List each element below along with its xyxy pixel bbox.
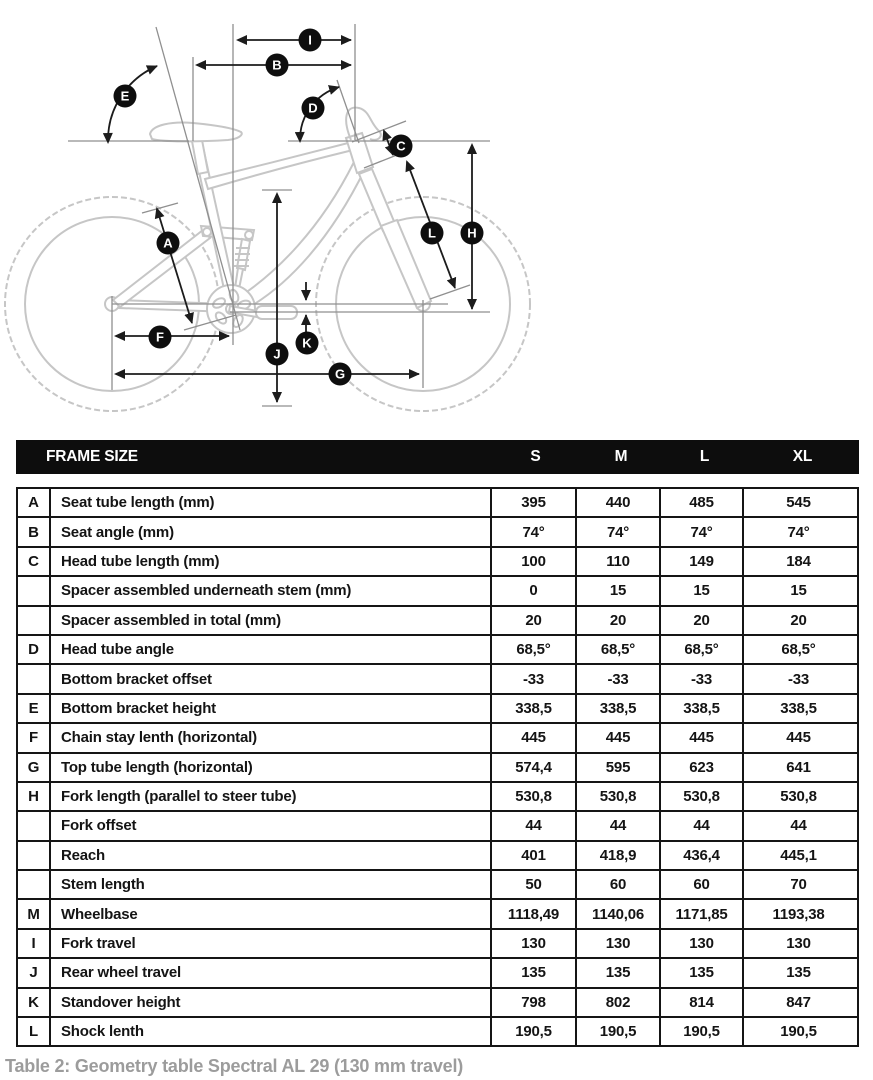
row-label: Top tube length (horizontal)	[51, 754, 492, 781]
row-label: Seat tube length (mm)	[51, 489, 492, 516]
row-value-s: 190,5	[492, 1018, 577, 1045]
row-letter: C	[18, 548, 51, 575]
row-value-s: 135	[492, 959, 577, 986]
frame	[194, 133, 373, 309]
row-value-l: -33	[661, 665, 744, 692]
row-value-m: 130	[577, 930, 661, 957]
table-row	[18, 548, 857, 577]
row-value-xl: 530,8	[780, 788, 817, 806]
row-letter: F	[18, 724, 51, 751]
row-value-s: 574,4	[492, 754, 577, 781]
dimension-marker-k: K	[296, 332, 319, 355]
dimension-marker-b: B	[266, 54, 289, 77]
row-letter	[18, 577, 51, 604]
row-letter: G	[18, 754, 51, 781]
table-row	[18, 842, 857, 871]
table-body	[16, 487, 859, 1047]
row-label: Seat angle (mm)	[51, 518, 492, 545]
row-value-m: 1140,06	[577, 900, 661, 927]
row-value-xl: 847	[786, 993, 811, 1011]
row-value-xl: 74°	[787, 523, 810, 541]
row-letter: A	[18, 489, 51, 516]
bike-diagram-svg	[0, 0, 873, 438]
row-value-xl: 70	[790, 876, 807, 894]
dimension-marker-l: L	[421, 222, 444, 245]
row-value-s: 401	[492, 842, 577, 869]
row-label: Head tube angle	[51, 636, 492, 663]
table-row	[18, 695, 857, 724]
row-value-xl: 338,5	[780, 699, 817, 717]
size-column-header-m: M	[614, 448, 628, 465]
row-label: Bottom bracket offset	[51, 665, 492, 692]
row-value-xl: 190,5	[780, 1023, 817, 1041]
row-value-s: 338,5	[492, 695, 577, 722]
dimension-marker-j: J	[266, 343, 289, 366]
row-letter: H	[18, 783, 51, 810]
row-value-l: 190,5	[661, 1018, 744, 1045]
row-value-l: 44	[661, 812, 744, 839]
table-row	[18, 665, 857, 694]
row-value-l: 20	[661, 607, 744, 634]
row-value-xl: 20	[790, 611, 807, 629]
row-value-m: 68,5°	[577, 636, 661, 663]
row-value-l: 530,8	[661, 783, 744, 810]
row-letter: B	[18, 518, 51, 545]
row-value-xl: 445,1	[780, 846, 817, 864]
saddle-and-seatpost	[150, 122, 242, 174]
dimension-marker-i: I	[299, 29, 322, 52]
row-letter: M	[18, 900, 51, 927]
row-label: Fork length (parallel to steer tube)	[51, 783, 492, 810]
dimension-marker-a: A	[157, 232, 180, 255]
row-value-m: 440	[577, 489, 661, 516]
table-row	[18, 754, 857, 783]
row-value-l: 149	[661, 548, 744, 575]
row-value-m: 445	[577, 724, 661, 751]
row-value-s: 68,5°	[492, 636, 577, 663]
row-value-m: 20	[577, 607, 661, 634]
row-value-l: 135	[661, 959, 744, 986]
table-row	[18, 812, 857, 841]
row-label: Reach	[51, 842, 492, 869]
row-value-xl: 641	[786, 758, 811, 776]
row-value-m: 802	[577, 989, 661, 1016]
table-row	[18, 607, 857, 636]
row-label: Spacer assembled underneath stem (mm)	[51, 577, 492, 604]
row-label: Stem length	[51, 871, 492, 898]
size-column-header-xl: XL	[792, 448, 813, 465]
row-value-m: 595	[577, 754, 661, 781]
row-value-s: 530,8	[492, 783, 577, 810]
row-letter	[18, 665, 51, 692]
row-value-xl: 1193,38	[772, 905, 825, 923]
row-value-s: 44	[492, 812, 577, 839]
table-row	[18, 930, 857, 959]
row-value-xl: 184	[786, 552, 811, 570]
table-row	[18, 489, 857, 518]
table-row	[18, 1018, 857, 1045]
row-label: Standover height	[51, 989, 492, 1016]
row-label: Head tube length (mm)	[51, 548, 492, 575]
row-value-s: 20	[492, 607, 577, 634]
table-row	[18, 577, 857, 606]
dimension-marker-c: C	[390, 135, 413, 158]
row-value-xl: 135	[786, 964, 811, 982]
row-value-m: 44	[577, 812, 661, 839]
size-column-header-l: L	[699, 448, 710, 465]
row-letter: L	[18, 1018, 51, 1045]
row-value-l: 1171,85	[661, 900, 744, 927]
dimension-marker-d: D	[302, 97, 325, 120]
row-letter: I	[18, 930, 51, 957]
row-value-s: 0	[492, 577, 577, 604]
row-value-m: 135	[577, 959, 661, 986]
row-letter	[18, 871, 51, 898]
table-row	[18, 636, 857, 665]
row-value-l: 445	[661, 724, 744, 751]
row-label: Chain stay lenth (horizontal)	[51, 724, 492, 751]
row-value-s: 1118,49	[492, 900, 577, 927]
row-letter	[18, 607, 51, 634]
row-label: Spacer assembled in total (mm)	[51, 607, 492, 634]
geometry-table	[16, 440, 859, 1047]
row-value-l: 623	[661, 754, 744, 781]
table-row	[18, 783, 857, 812]
row-value-xl: 545	[786, 494, 811, 512]
table-caption: Table 2: Geometry table Spectral AL 29 (130 mm travel)	[5, 1056, 464, 1076]
row-value-xl: 44	[790, 817, 807, 835]
row-value-s: 74°	[492, 518, 577, 545]
dimension-marker-h: H	[461, 222, 484, 245]
dimension-marker-f: F	[149, 326, 172, 349]
row-value-xl: -33	[787, 670, 810, 688]
dimension-marker-e: E	[114, 85, 137, 108]
row-value-l: 436,4	[661, 842, 744, 869]
table-row	[18, 900, 857, 929]
row-letter: D	[18, 636, 51, 663]
row-label: Wheelbase	[51, 900, 492, 927]
row-value-l: 485	[661, 489, 744, 516]
row-value-l: 60	[661, 871, 744, 898]
row-value-l: 814	[661, 989, 744, 1016]
row-value-m: 530,8	[577, 783, 661, 810]
row-value-m: 190,5	[577, 1018, 661, 1045]
row-value-m: 110	[577, 548, 661, 575]
table-row	[18, 871, 857, 900]
row-label: Bottom bracket height	[51, 695, 492, 722]
table-header	[16, 440, 859, 474]
row-letter: E	[18, 695, 51, 722]
row-value-l: 130	[661, 930, 744, 957]
row-value-m: 418,9	[577, 842, 661, 869]
row-value-xl: 15	[790, 582, 807, 600]
row-value-xl: 445	[786, 729, 811, 747]
row-value-xl: 68,5°	[781, 641, 816, 659]
row-value-s: 100	[492, 548, 577, 575]
row-label: Fork travel	[51, 930, 492, 957]
dimension-marker-g: G	[329, 363, 352, 386]
table-row	[18, 989, 857, 1018]
row-value-s: 130	[492, 930, 577, 957]
table-row	[18, 518, 857, 547]
row-value-l: 338,5	[661, 695, 744, 722]
row-label: Fork offset	[51, 812, 492, 839]
row-value-m: 60	[577, 871, 661, 898]
row-value-s: -33	[492, 665, 577, 692]
table-row	[18, 724, 857, 753]
row-label: Rear wheel travel	[51, 959, 492, 986]
row-value-s: 395	[492, 489, 577, 516]
row-value-l: 68,5°	[661, 636, 744, 663]
row-value-s: 50	[492, 871, 577, 898]
row-letter: K	[18, 989, 51, 1016]
size-column-header-s: S	[530, 448, 541, 465]
frame-size-header: FRAME SIZE	[46, 448, 138, 465]
fork	[359, 169, 431, 308]
row-letter: J	[18, 959, 51, 986]
row-value-l: 74°	[661, 518, 744, 545]
row-label: Shock lenth	[51, 1018, 492, 1045]
table-row	[18, 959, 857, 988]
row-value-l: 15	[661, 577, 744, 604]
row-value-s: 445	[492, 724, 577, 751]
row-letter	[18, 842, 51, 869]
row-value-m: 338,5	[577, 695, 661, 722]
bike-geometry-diagram	[0, 0, 873, 438]
row-letter	[18, 812, 51, 839]
row-value-s: 798	[492, 989, 577, 1016]
row-value-m: 74°	[577, 518, 661, 545]
row-value-xl: 130	[786, 935, 811, 953]
row-value-m: 15	[577, 577, 661, 604]
row-value-m: -33	[577, 665, 661, 692]
